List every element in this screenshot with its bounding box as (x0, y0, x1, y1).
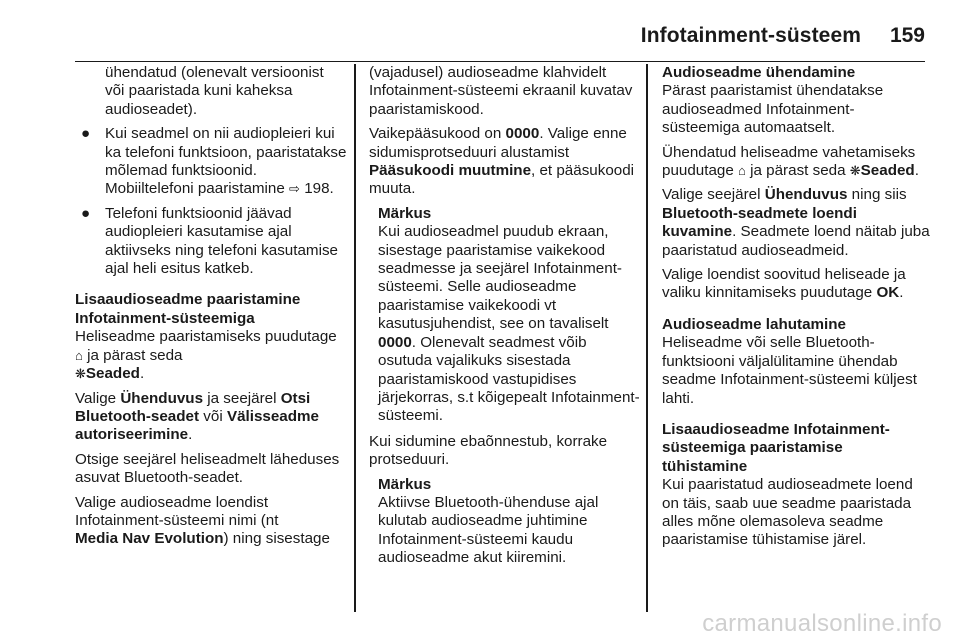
note-title: Märkus (378, 475, 432, 493)
paragraph: Valige Ühenduvus ja seejärel Otsi Bluetooth-seadet või Välisseadme autoriseerimine. (75, 389, 319, 444)
gear-icon: ❋ (849, 163, 861, 179)
bullet-item (75, 205, 347, 279)
bullet-dot: ● (81, 204, 91, 222)
paragraph: Heliseadme või selle Bluetooth-funktsiooni väljalülitamine ühendab seadme Infotainment-süsteemi küljest lahti. (662, 334, 917, 407)
note-text: Aktiivse Bluetooth-ühenduse ajal kulutab audioseadme juhtimine Infotainment-süsteemi kaudu audioseadme akut kiiremini. (378, 493, 599, 567)
column-divider-1 (354, 64, 356, 612)
paragraph: Heliseadme paaristamiseks puudutage ⌂ ja pärast seda ❋Seaded. (75, 328, 337, 383)
column-1 (75, 64, 347, 555)
paragraph: Vaikepääsukood on 0000. Valige enne sidumisprotseduuri alustamist Pääsukoodi muutmine, et pääsukoodi muuta. (369, 125, 635, 198)
bullet-list (75, 125, 347, 278)
paragraph: (vajadusel) audioseadme klahvidelt Infotainment-süsteemi ekraanil kuvatav paaristamiskood. (369, 64, 633, 118)
paragraph: Valige seejärel Ühenduvus ning siis Bluetooth-seadmete loendi kuvamine. Seadmete loend näitab juba paaristatud audioseadmeid. (662, 186, 930, 259)
home-icon: ⌂ (738, 163, 746, 179)
page-title: Infotainment-süsteem (640, 24, 861, 47)
page-ref-icon: ⇨ (289, 181, 300, 197)
page-header (75, 22, 925, 62)
note-box (369, 476, 641, 568)
home-icon: ⌂ (75, 347, 83, 363)
paragraph: Kui sidumine ebaõnnestub, korrake protseduuri. (369, 432, 608, 469)
bullet-item (75, 125, 347, 199)
paragraph: Otsige seejärel heliseadmelt läheduses asuvat Bluetooth-seadet. (75, 450, 340, 487)
bullet-dot: ● (81, 125, 91, 143)
gear-icon: ❋ (75, 366, 86, 382)
section-heading: Lisaaudioseadme paaristamine Infotainment-süsteemiga (75, 291, 301, 327)
paragraph: Kui paaristatud audioseadmete loend on täis, saab uue seadme paaristada alles mõne olemasoleva seadme paaristamise tühistamise järel. (662, 476, 913, 549)
paragraph: Valige loendist soovitud heliseade ja valiku kinnitamiseks puudutage OK. (662, 266, 906, 302)
section-heading: Lisaaudioseadme Infotainment-süsteemiga paaristamise tühistamine (662, 420, 890, 475)
continued-paragraph: ühendatud (olenevalt versioonist või paaristada kuni kaheksa audioseadet). (105, 64, 324, 118)
section-heading: Audioseadme ühendamine (662, 64, 856, 81)
column-2 (369, 64, 641, 575)
bullet-text: Kui seadmel on nii audiopleieri kui ka telefoni funktsioon, paaristatakse mõlemad funktsioonid. Mobiiltelefoni paaristamine (105, 125, 347, 198)
column-divider-2 (646, 64, 648, 612)
bullet-text: Telefoni funktsioonid jäävad audiopleieri kasutamise ajal aktiivseks ning telefoni kasutamise ajal heli esitus katkeb. (105, 204, 338, 278)
column-3 (662, 64, 930, 556)
note-title: Märkus (378, 204, 432, 222)
note-text: Kui audioseadmel puudub ekraan, sisestage paaristamise vaikekood seadmesse ja seejärel Infotainment-süsteemi. Selle audioseadme paaristamise vaikekoodi vt kasutusjuhendist, see on tavaliselt 0000. Olenevalt seadmest võib osutuda vajalikuks sisestada paaristamiskood vastupidises järjekorras, s.t kõigepealt Infotainment-süsteemi. (378, 223, 640, 425)
paragraph: Valige audioseadme loendist Infotainment-süsteemi nimi (nt Media Nav Evolution) ning sisestage (75, 493, 330, 548)
section-heading: Audioseadme lahutamine (662, 315, 846, 333)
page-number: 159 (889, 24, 925, 47)
note-box (369, 205, 641, 426)
watermark: carmanualsonline.info (702, 610, 942, 637)
paragraph: Ühendatud heliseadme vahetamiseks puudutage ⌂ ja pärast seda ❋Seaded. (662, 143, 919, 180)
paragraph: Pärast paaristamist ühendatakse audioseadmed Infotainment-süsteemiga automaatselt. (662, 82, 884, 137)
page-ref-link[interactable]: 198. (304, 180, 334, 198)
